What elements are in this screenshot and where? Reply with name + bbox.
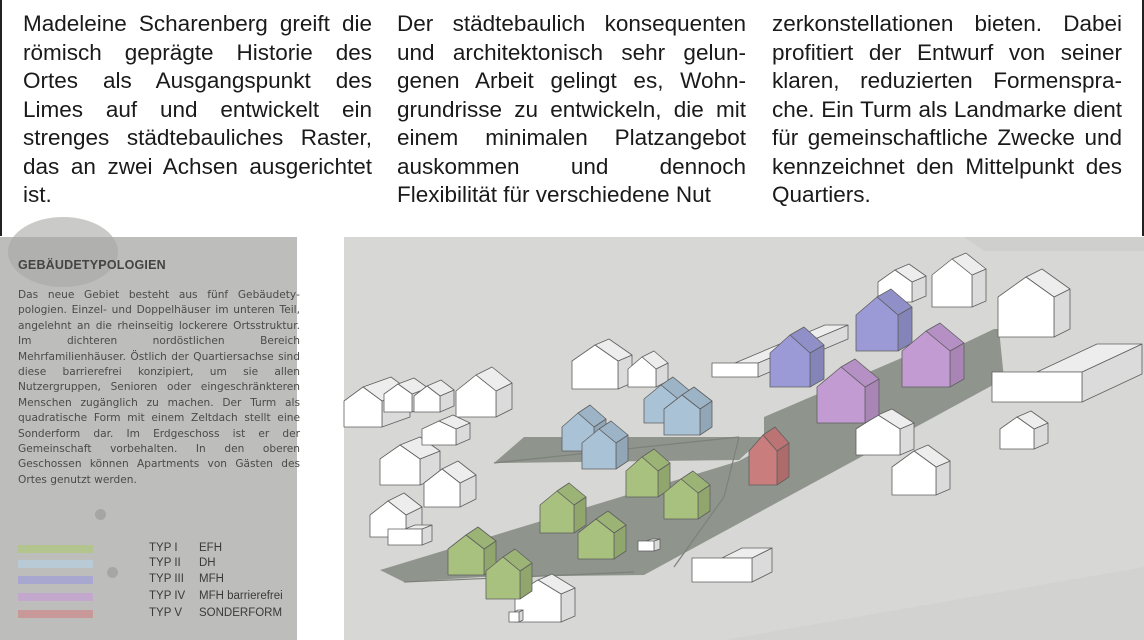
article-column-2: Der städtebaulich konsequenten und architektonisch sehr gelungenen Arbeit gelingt es, Wohngrundrisse zu entwickeln, die mit einem minimalen Platzangebot auskommen und dennoch Flexibilität für verschiedene Nut (397, 11, 746, 207)
house-gable-wall (388, 529, 422, 545)
legend-title: GEBÄUDETYPOLOGIEN (18, 258, 166, 272)
legend-row-typ5 (18, 607, 303, 621)
legend-type-name: DH (199, 557, 216, 569)
background-blot (8, 217, 118, 287)
house-side-wall (972, 269, 986, 307)
house-gable-wall (638, 541, 654, 551)
building-types-legend-panel (0, 237, 300, 640)
existing-building (456, 367, 512, 417)
legend-row-typ3 (18, 573, 303, 587)
existing-building (998, 269, 1070, 337)
existing-building (1000, 411, 1048, 449)
legend-swatch-typ3 (18, 576, 93, 584)
typ1-single-house (540, 483, 586, 533)
axonometric-site-plan (344, 237, 1144, 640)
house-gable-wall (712, 363, 758, 377)
legend-type-name: SONDERFORM (199, 607, 283, 619)
legend-swatch-typ4 (18, 593, 93, 601)
typ5-tower (749, 427, 789, 485)
article-column-1: Madeleine Scharenberg greift die römisch geprägte Historie des Ortes als Ausgangspunkt des Limes auf und entwickelt ein strenges städtebauliches Raster, das an zwei Achsen ausgerichtet ist. (23, 11, 372, 207)
existing-building (422, 415, 470, 445)
house-gable-wall (509, 612, 519, 622)
legend-type-name: MFH barrierefrei (199, 590, 283, 602)
legend-type: TYP V (149, 607, 183, 619)
legend-swatch-typ1 (18, 545, 93, 553)
existing-building (992, 344, 1142, 402)
road-strip (964, 237, 1144, 251)
legend-type: TYP IV (149, 590, 186, 602)
legend-swatch-typ2 (18, 560, 93, 568)
typ4-accessible-multi-family-house (817, 359, 879, 423)
existing-building (572, 339, 632, 389)
existing-building (628, 351, 668, 387)
legend-description: Das neue Gebiet besteht aus fünf Gebäudetypologien. Einzel- und Doppelhäuser im unteren Teil, angelehnt an die rheinseitig lockerere Ortsstruktur. Im dichteren nordöstlichen Bereich Mehrfamilienhäuser. Östlich der Quartiersachse sind diese barrierefrei konzipiert, um sie allen Nutzergruppen, Senioren oder eingeschränkteren Menschen zugänglich zu machen. Der Turm als quadratische Form mit einem Zeltdach stellt eine Sonderform dar. Im Erdgeschoss ist er der Gemeinschaft vorbehalten. In den oberen Geschossen können Apartments von Gästen des Ortes genutzt werden. (18, 289, 300, 486)
legend-row-typ2 (18, 557, 303, 571)
existing-building (509, 610, 523, 622)
typ1-single-house (448, 527, 496, 575)
legend-row-typ4 (18, 590, 303, 604)
road-strip (724, 567, 1144, 640)
existing-building (692, 548, 772, 582)
legend-type-name: MFH (199, 573, 224, 585)
legend-type: TYP II (149, 557, 181, 569)
legend-swatch-typ5 (18, 610, 93, 618)
legend-row-typ1 (18, 542, 303, 556)
house-gable-wall (992, 372, 1082, 402)
background-dot (95, 509, 106, 520)
article-column-3: zerkonstellationen bieten. Dabei profitiert der Entwurf von seiner klaren, reduzierten Formensprache. Ein Turm als Landmarke dient für gemeinschaftliche Zwecke und kennzeichnet den Mittelpunkt des Quartiers. (772, 11, 1122, 207)
legend-type: TYP I (149, 542, 178, 554)
existing-building (638, 539, 660, 551)
site-plan-drawing (344, 237, 1144, 640)
legend-type: TYP III (149, 573, 184, 585)
existing-building (932, 253, 986, 307)
page-frame-left (0, 0, 2, 236)
legend-type-name: EFH (199, 542, 222, 554)
house-gable-wall (692, 558, 752, 582)
